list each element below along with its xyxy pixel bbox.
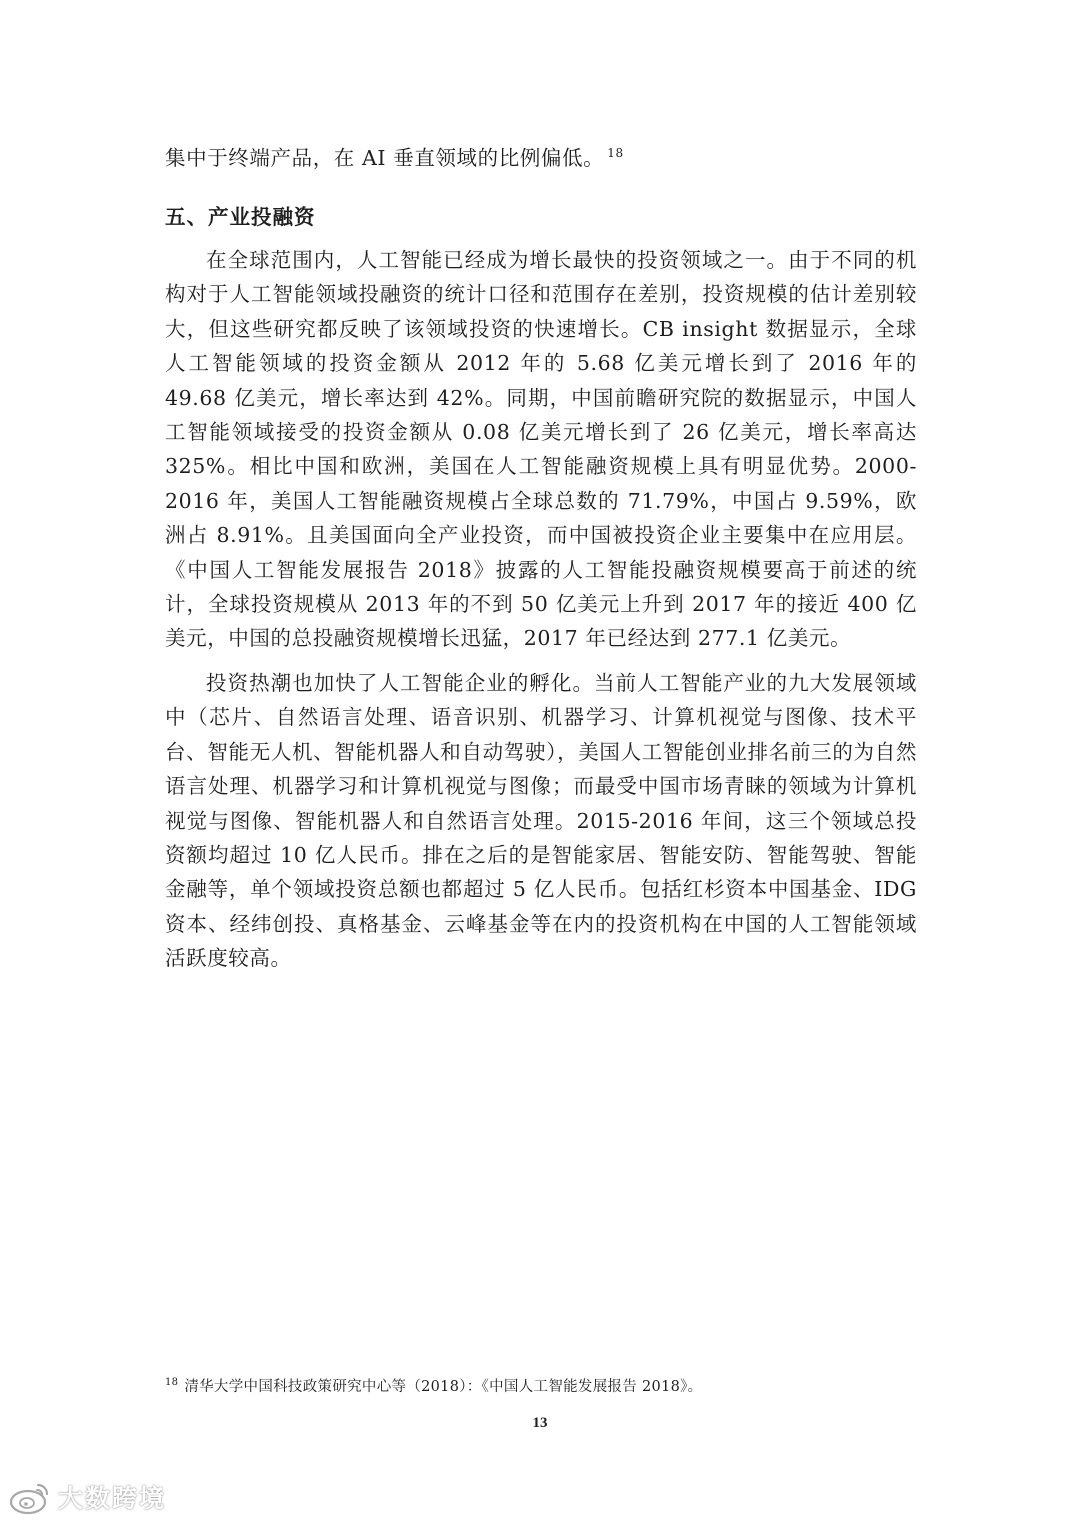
opening-text: 集中于终端产品，在 AI 垂直领域的比例偏低。 [165,146,605,170]
opening-line [165,141,917,175]
paragraph: 在全球范围内，人工智能已经成为增长最快的投资领域之一。由于不同的机构对于人工智能领域投融资的统计口径和范围存在差别，投资规模的估计差别较大，但这些研究都反映了该领域投资的快速增长。CB insight 数据显示，全球人工智能领域的投资金额从 2012 年的 5.68 亿美元增长到了 2016 年的 49.68 亿美元，增长率达到 42%。同期，中国前瞻研究院的数据显示，中国人工智能领域接受的投资金额从 0.08 亿美元增长到了 26 亿美元，增长率高达 325%。相比中国和欧洲，美国在人工智能融资规模上具有明显优势。2000-2016 年，美国人工智能融资规模占全球总数的 71.79%，中国占 9.59%，欧洲占 8.91%。且美国面向全产业投资，而中国被投资企业主要集中在应用层。《中国人工智能发展报告 2018》披露的人工智能投融资规模要高于前述的统计，全球投资规模从 2013 年的不到 50 亿美元上升到 2017 年的接近 400 亿美元，中国的总投融资规模增长迅猛，2017 年已经达到 277.1 亿美元。 [165,248,917,651]
body-text [165,243,917,986]
paragraph: 投资热潮也加快了人工智能企业的孵化。当前人工智能产业的九大发展领域中（芯片、自然语言处理、语音识别、机器学习、计算机视觉与图像、技术平台、智能无人机、智能机器人和自动驾驶），美国人工智能创业排名前三的为自然语言处理、机器学习和计算机视觉与图像；而最受中国市场青睐的领域为计算机视觉与图像、智能机器人和自然语言处理。2015-2016 年间，这三个领域总投资额均超过 10 亿人民币。排在之后的是智能家居、智能安防、智能驾驶、智能金融等，单个领域投资总额也都超过 5 亿人民币。包括红杉资本中国基金、IDG 资本、经纬创投、真格基金、云峰基金等在内的投资机构在中国的人工智能领域活跃度较高。 [165,670,917,971]
page-number: 13 [532,1415,548,1431]
opening-paragraph [165,141,917,175]
footnote-reference: 18 [607,146,624,161]
footnote-text: 清华大学中国科技政策研究中心等（2018）：《中国人工智能发展报告 2018》。 [184,1379,703,1395]
footnote [165,1376,703,1398]
footnote-number: 18 [165,1377,179,1389]
section-heading: 五、产业投融资 [165,205,316,229]
footnote-divider [165,1360,405,1361]
watermark [8,1475,166,1519]
watermark-text: 大数跨境 [58,1484,167,1513]
weibo-logo-icon [8,1477,54,1517]
